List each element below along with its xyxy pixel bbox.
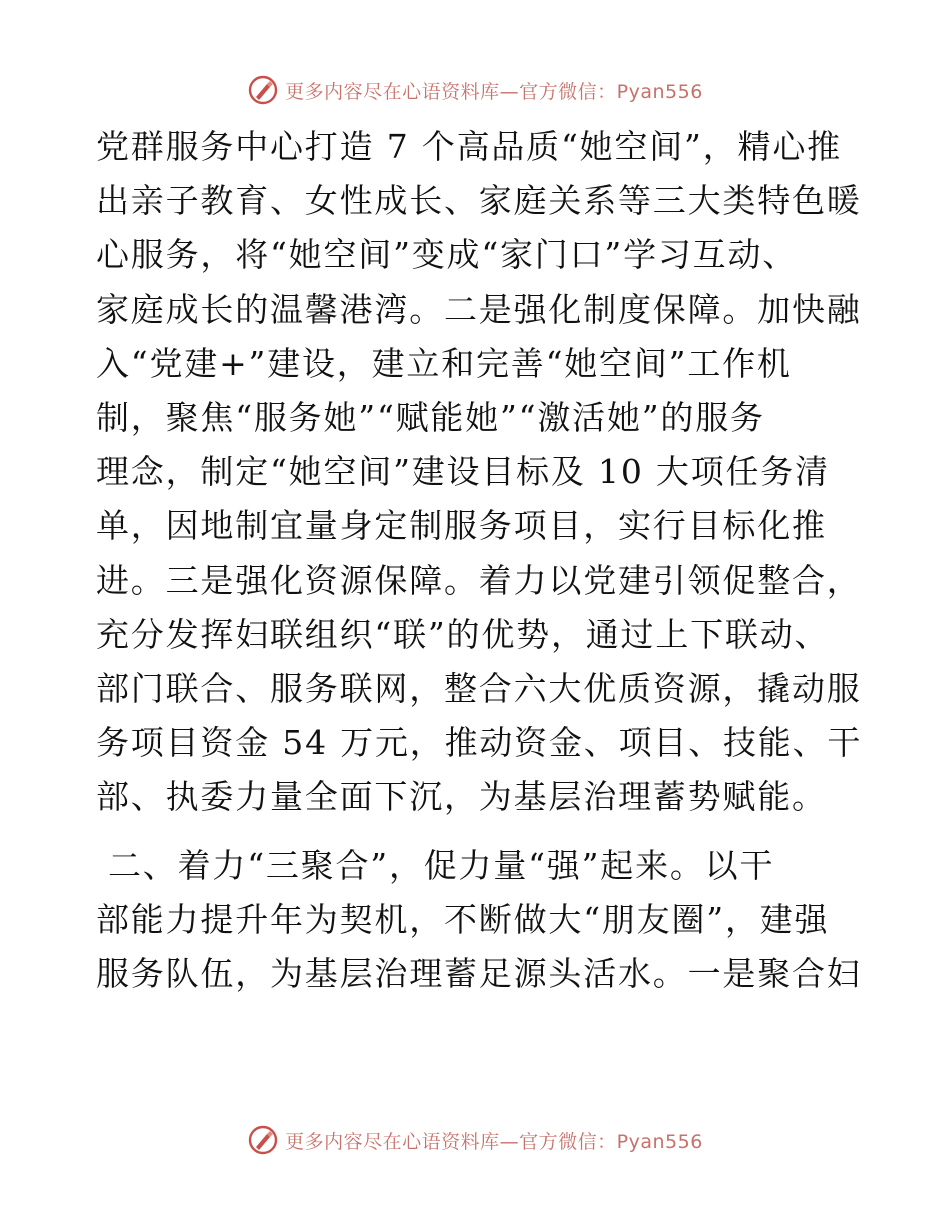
paragraph-line: 出亲子教育、女性成长、家庭关系等三大类特色暖 <box>96 181 862 221</box>
footer-watermark <box>0 1120 950 1160</box>
pen-in-circle-logo-icon <box>247 74 279 106</box>
paragraph-line: 心服务，将“她空间”变成“家门口”学习互动、 <box>96 235 798 275</box>
watermark-text: 更多内容尽在心语资料库—官方微信：Pyan556 <box>285 1130 703 1153</box>
paragraph-line: 进。三是强化资源保障。着力以党建引领促整合， <box>96 560 862 600</box>
paragraph-line: 部、执委力量全面下沉，为基层治理蓄势赋能。 <box>96 777 827 817</box>
paragraph-line: 部能力提升年为契机，不断做大“朋友圈”，建强 <box>96 899 830 939</box>
paragraph-line: 务项目资金 54 万元，推动资金、项目、技能、干 <box>96 723 863 763</box>
paragraph-line: 入“党建+”建设，建立和完善“她空间”工作机 <box>96 343 792 383</box>
paragraph-line: 单，因地制宜量身定制服务项目，实行目标化推 <box>96 506 827 546</box>
paragraph-line: 充分发挥妇联组织“联”的优势，通过上下联动、 <box>96 614 830 654</box>
paragraph-line: 制，聚焦“服务她”“赋能她”“激活她”的服务 <box>96 398 765 438</box>
paragraph-line: 理念，制定“她空间”建设目标及 10 大项任务清 <box>96 452 830 492</box>
document-body <box>96 120 863 1001</box>
watermark-text: 更多内容尽在心语资料库—官方微信：Pyan556 <box>285 80 703 103</box>
pen-in-circle-logo-icon <box>247 1124 279 1156</box>
paragraph-line: 服务队伍，为基层治理蓄足源头活水。一是聚合妇 <box>96 954 862 994</box>
section-heading-line: 二、着力“三聚合”，促力量“强”起来。以干 <box>108 845 775 885</box>
paragraph-line: 家庭成长的温馨港湾。二是强化制度保障。加快融 <box>96 289 862 329</box>
paragraph-line: 部门联合、服务联网，整合六大优质资源，撬动服 <box>96 669 862 709</box>
paragraph-line: 党群服务中心打造 7 个高品质“她空间”，精心推 <box>96 127 842 166</box>
header-watermark <box>0 70 950 110</box>
